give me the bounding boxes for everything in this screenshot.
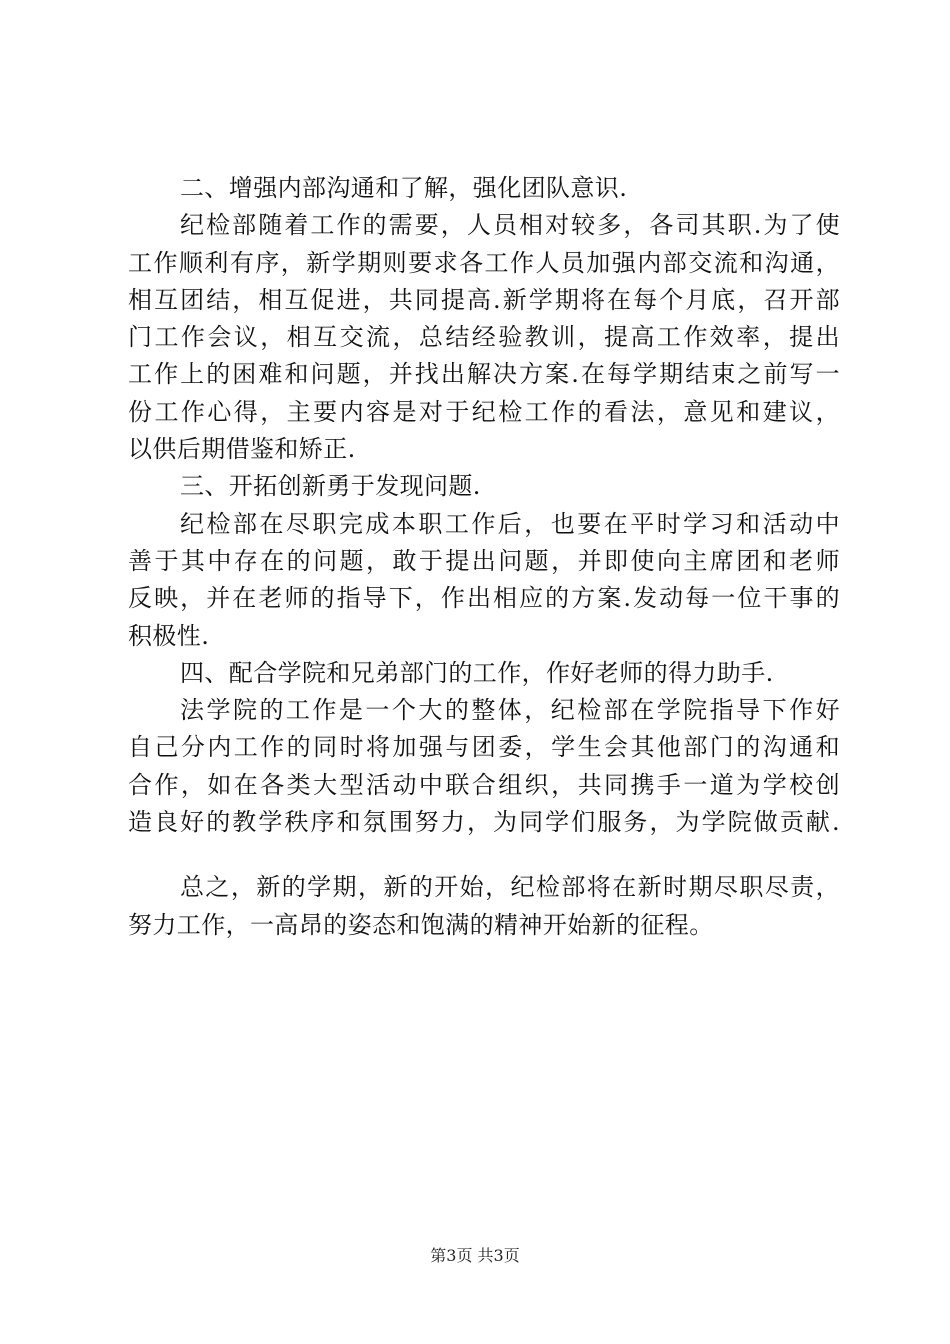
paragraph-line: 以供后期借鉴和矫正. bbox=[128, 435, 356, 464]
conclusion-line: 努力工作，一高昂的姿态和饱满的精神开始新的征程。 bbox=[128, 910, 714, 939]
paragraph-line: 纪检部在尽职完成本职工作后，也要在平时学习和活动中 bbox=[180, 509, 840, 538]
paragraph-line: 反映，并在老师的指导下，作出相应的方案.发动每一位干事的 bbox=[128, 584, 840, 613]
paragraph-line: 工作上的困难和问题，并找出解决方案.在每学期结束之前写一 bbox=[128, 360, 840, 389]
paragraph-line: 合作，如在各类大型活动中联合组织，共同携手一道为学校创 bbox=[128, 770, 840, 799]
page-number-footer: 第3页 共3页 bbox=[430, 1246, 520, 1265]
document-body bbox=[128, 170, 840, 944]
paragraph-line: 纪检部随着工作的需要，人员相对较多，各司其职.为了使 bbox=[180, 211, 840, 240]
conclusion-line: 总之，新的学期，新的开始，纪检部将在新时期尽职尽责， bbox=[180, 873, 840, 902]
paragraph-line: 工作顺利有序，新学期则要求各工作人员加强内部交流和沟通， bbox=[128, 248, 840, 277]
paragraph-line: 积极性. bbox=[128, 621, 210, 650]
paragraph-line: 造良好的教学秩序和氛围努力，为同学们服务，为学院做贡献. bbox=[128, 808, 840, 837]
paragraph-line: 自己分内工作的同时将加强与团委，学生会其他部门的沟通和 bbox=[128, 733, 840, 762]
paragraph-gap bbox=[128, 841, 840, 869]
section-heading-3: 三、开拓创新勇于发现问题. bbox=[180, 472, 481, 501]
section-heading-4: 四、配合学院和兄弟部门的工作，作好老师的得力助手. bbox=[180, 658, 774, 687]
paragraph-line: 善于其中存在的问题，敢于提出问题，并即使向主席团和老师 bbox=[128, 546, 840, 575]
section-heading-2: 二、增强内部沟通和了解，强化团队意识. bbox=[180, 174, 628, 202]
paragraph-line: 相互团结，相互促进，共同提高.新学期将在每个月底，召开部 bbox=[128, 285, 840, 314]
paragraph-line: 法学院的工作是一个大的整体，纪检部在学院指导下作好 bbox=[180, 696, 840, 725]
paragraph-line: 门工作会议，相互交流，总结经验教训，提高工作效率，提出 bbox=[128, 323, 840, 352]
paragraph-line: 份工作心得，主要内容是对于纪检工作的看法，意见和建议， bbox=[128, 397, 840, 426]
